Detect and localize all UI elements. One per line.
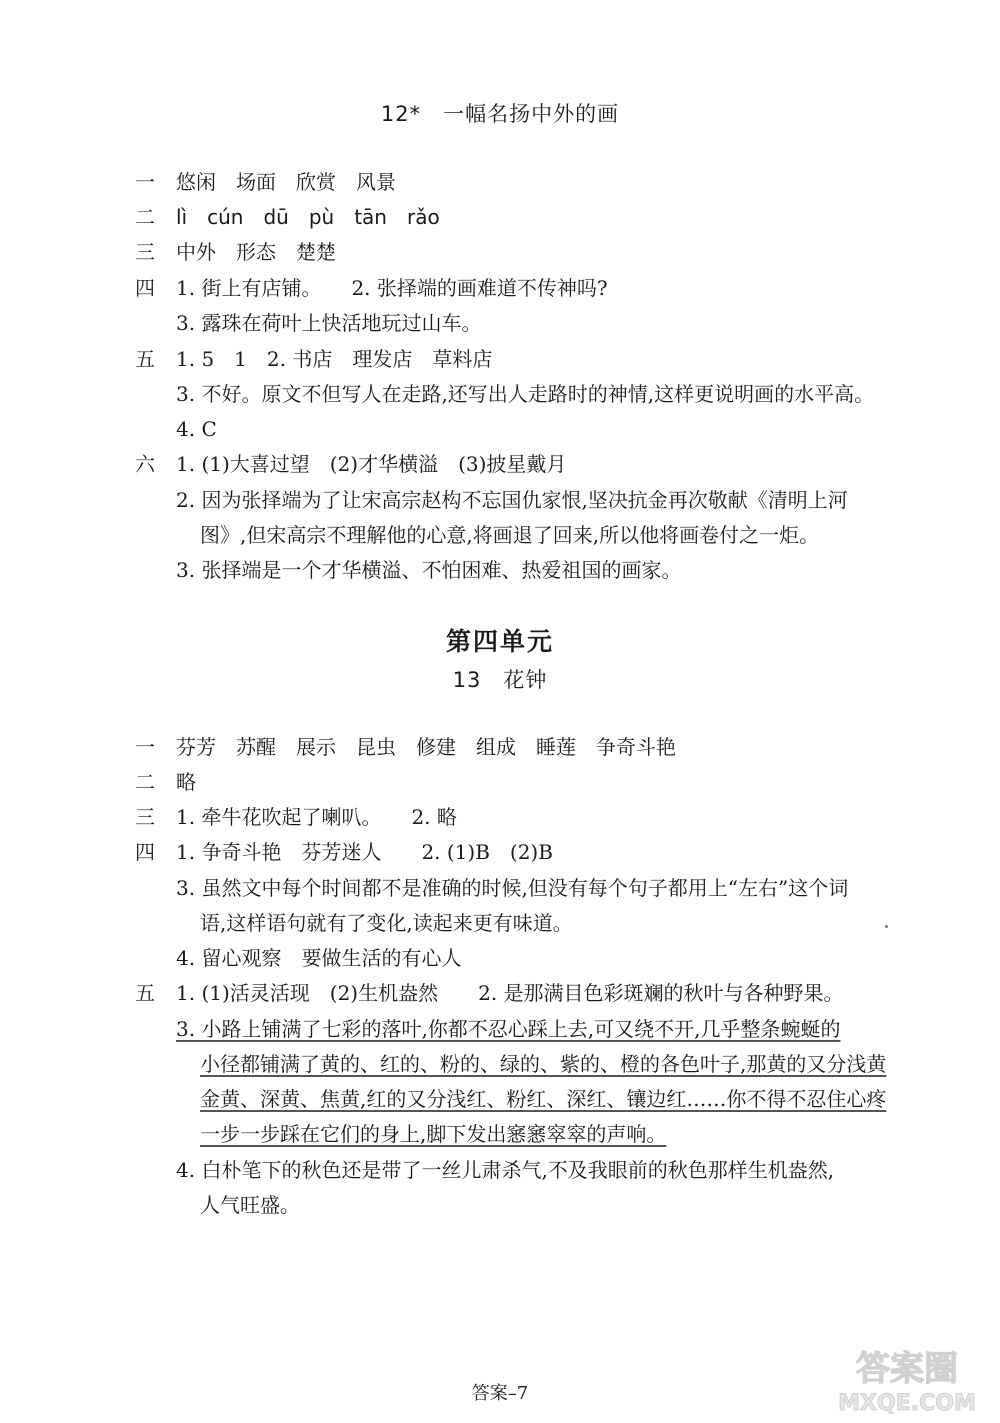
unit-title: 第四单元 <box>445 627 554 656</box>
answer-text: 中外 形态 楚楚 <box>176 240 336 264</box>
answer-text: 悠闲 场面 欣赏 风景 <box>176 170 396 194</box>
answer-text: 3. 虽然文中每个时间都不是准确的时候,但没有每个句子都用上“左右”这个词 <box>176 876 849 900</box>
watermark-logo <box>832 1340 982 1418</box>
answer-text: lì cún dū pù tān rǎo <box>176 205 440 229</box>
answer-text: 1. 街上有店铺。 2. 张择端的画难道不传神吗? <box>176 276 608 300</box>
answer-text: 金黄、深黄、焦黄,红的又分浅红、粉红、深红、镶边红……你不得不忍住心疼 <box>200 1087 887 1111</box>
lesson-name: 花钟 <box>503 668 548 692</box>
question-marker: 一 <box>135 170 155 194</box>
question-marker: 二 <box>135 770 155 794</box>
speck-mark <box>885 925 888 928</box>
answer-text: 小径都铺满了黄的、红的、粉的、绿的、紫的、橙的各色叶子,那黄的又分浅黄 <box>200 1052 887 1076</box>
answer-text: 语,这样语句就有了变化,读起来更有味道。 <box>200 911 573 935</box>
question-marker: 五 <box>135 981 155 1005</box>
answer-text: 1. 5 1 2. 书店 理发店 草料店 <box>176 347 493 371</box>
watermark-bottom-text: MXQE.COM <box>838 1391 976 1416</box>
answer-text: 4. 白朴笔下的秋色还是带了一丝儿肃杀气,不及我眼前的秋色那样生机盎然, <box>176 1158 835 1182</box>
question-marker: 三 <box>135 240 155 264</box>
answer-text: 人气旺盛。 <box>200 1193 300 1217</box>
answer-text: 3. 小路上铺满了七彩的落叶,你都不忍心踩上去,可又绕不开,几乎整条蜿蜒的 <box>176 1017 841 1041</box>
answer-text: 图》,但宋高宗不理解他的心意,将画退了回来,所以他将画卷付之一炬。 <box>200 523 820 547</box>
lesson-13-title <box>0 664 1000 694</box>
question-marker: 四 <box>135 276 155 300</box>
question-marker: 二 <box>135 205 155 229</box>
lesson-12-title <box>0 98 1000 128</box>
question-marker: 一 <box>135 735 155 759</box>
answer-text: 3. 不好。原文不但写人在走路,还写出人走路时的神情,这样更说明画的水平高。 <box>176 382 875 406</box>
answer-text: 4. 留心观察 要做生活的有心人 <box>176 946 462 970</box>
answer-text: 3. 张择端是一个才华横溢、不怕困难、热爱祖国的画家。 <box>176 558 682 582</box>
answer-text: 1. (1)活灵活现 (2)生机盎然 2. 是那满目色彩斑斓的秋叶与各种野果。 <box>176 981 844 1005</box>
lesson-name: 一幅名扬中外的画 <box>443 102 620 126</box>
answer-text: 略 <box>176 770 196 794</box>
page-number: 答案–7 <box>471 1383 529 1404</box>
answer-text: 一步一步踩在它们的身上,脚下发出窸窸窣窣的声响。 <box>200 1122 667 1146</box>
answer-text: 4. C <box>176 417 217 441</box>
answer-text: 1. (1)大喜过望 (2)才华横溢 (3)披星戴月 <box>176 452 567 476</box>
answer-text: 1. 牵牛花吹起了喇叭。 2. 略 <box>176 805 457 829</box>
question-marker: 六 <box>135 452 155 476</box>
question-marker: 三 <box>135 805 155 829</box>
answer-text: 2. 因为张择端为了让宋高宗赵构不忘国仇家恨,坚决抗金再次敬献《清明上河 <box>176 488 848 512</box>
question-marker: 四 <box>135 840 155 864</box>
answer-text: 1. 争奇斗艳 芬芳迷人 2. (1)B (2)B <box>176 840 553 864</box>
lesson-number: 12* <box>380 102 422 126</box>
question-marker: 五 <box>135 347 155 371</box>
watermark-top-text: 答案圈 <box>856 1349 958 1389</box>
answer-text: 3. 露珠在荷叶上快活地玩过山车。 <box>176 311 482 335</box>
lesson-number: 13 <box>452 668 482 692</box>
answer-text: 芬芳 苏醒 展示 昆虫 修建 组成 睡莲 争奇斗艳 <box>176 735 676 759</box>
